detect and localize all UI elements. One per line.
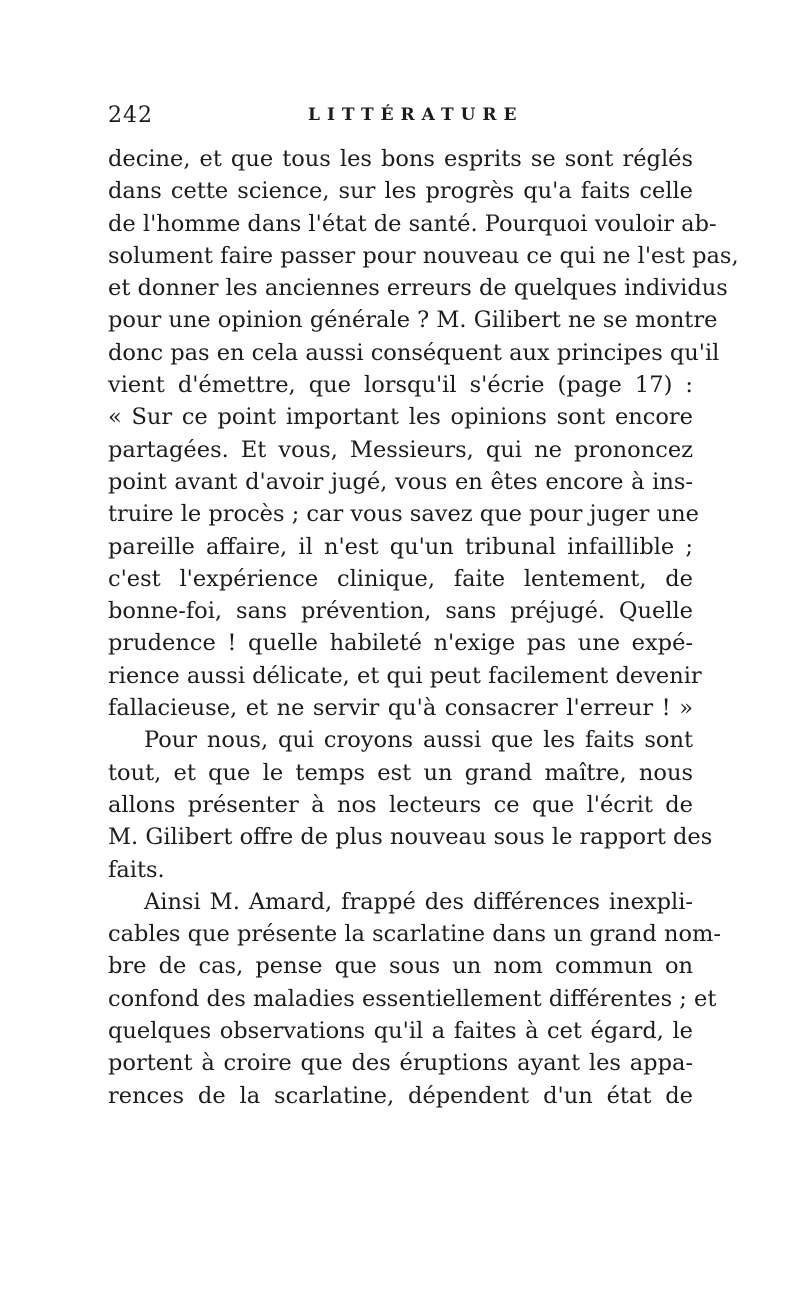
text-line: allons présenter à nos lecteurs ce que l'écrit de xyxy=(108,791,693,818)
text-line: cables que présente la scarlatine dans un grand nom- xyxy=(108,921,721,948)
paragraph-first-line: Ainsi M. Amard, frappé des différences inexpli- xyxy=(144,888,693,915)
text-line: et donner les anciennes erreurs de quelques individus xyxy=(108,275,728,302)
text-line: pareille affaire, il n'est qu'un tribunal infaillible ; xyxy=(108,533,693,560)
page-number: 242 xyxy=(108,103,153,128)
text-line: M. Gilibert offre de plus nouveau sous le rapport des xyxy=(108,824,713,851)
text-line: partagées. Et vous, Messieurs, qui ne prononcez xyxy=(108,436,693,463)
text-line: « Sur ce point important les opinions sont encore xyxy=(108,404,693,431)
paragraph-last-line: faits. xyxy=(108,856,165,883)
text-line: decine, et que tous les bons esprits se sont réglés xyxy=(108,146,693,172)
text-line: confond des maladies essentiellement différentes ; et xyxy=(108,985,717,1012)
text-line: rences de la scarlatine, dépendent d'un état de xyxy=(108,1082,693,1109)
page-header xyxy=(108,103,693,135)
text-line: rience aussi délicate, et qui peut facilement devenir xyxy=(108,662,702,689)
running-title: LITTÉRATURE xyxy=(308,105,524,125)
text-line: truire le procès ; car vous savez que pour juger une xyxy=(108,501,699,528)
text-line: dans cette science, sur les progrès qu'a faits celle xyxy=(108,178,693,205)
text-line: bonne-foi, sans prévention, sans préjugé. Quelle xyxy=(108,598,693,625)
text-line: portent à croire que des éruptions ayant les appa- xyxy=(108,1050,693,1077)
text-line: c'est l'expérience clinique, faite lentement, de xyxy=(108,565,693,592)
text-line: solument faire passer pour nouveau ce qui ne l'est pas, xyxy=(108,242,739,269)
text-line: point avant d'avoir jugé, vous en êtes encore à ins- xyxy=(108,468,693,495)
text-line: prudence ! quelle habileté n'exige pas une expé- xyxy=(108,630,693,657)
text-line: vient d'émettre, que lorsqu'il s'écrie (page 17) : xyxy=(108,372,693,399)
text-line: quelques observations qu'il a faites à cet égard, le xyxy=(108,1018,693,1045)
text-line: tout, et que le temps est un grand maître, nous xyxy=(108,759,693,786)
text-line: donc pas en cela aussi conséquent aux principes qu'il xyxy=(108,339,720,366)
text-line: de l'homme dans l'état de santé. Pourquoi vouloir ab- xyxy=(108,210,717,237)
body-text xyxy=(108,143,739,1112)
paragraph-first-line: Pour nous, qui croyons aussi que les faits sont xyxy=(144,727,693,754)
text-line: bre de cas, pense que sous un nom commun on xyxy=(108,953,693,980)
text-line: fallacieuse, et ne servir qu'à consacrer l'erreur ! » xyxy=(108,695,693,722)
text-line: pour une opinion générale ? M. Gilibert ne se montre xyxy=(108,307,718,334)
